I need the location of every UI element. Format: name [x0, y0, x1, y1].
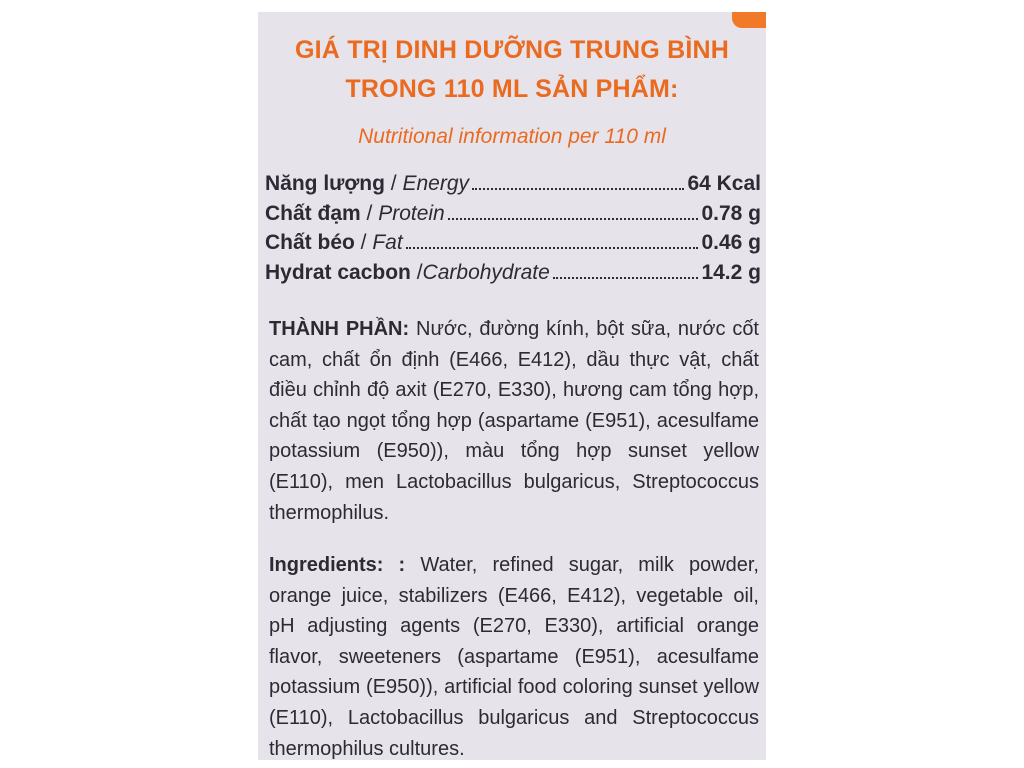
nutrition-label [258, 12, 766, 760]
ingredients-en-heading: Ingredients: : [269, 554, 421, 576]
nutrient-name-vn: Chất đạm [265, 201, 361, 225]
dot-leader [406, 246, 699, 249]
nutrient-name-vn: Chất béo [265, 231, 355, 254]
nutrition-row-fat [265, 231, 761, 261]
nutrient-value: 0.46 g [701, 231, 761, 254]
orange-corner-accent [732, 12, 766, 28]
ingredients-en-text: Water, refined sugar, milk powder, orange juice, stabilizers (E466, E412), vegetable oil, pH adjusting agents (E270, E330), artificial orange flavor, sweeteners (aspartame (E951), acesulfame potassium (E950)), artificial food coloring sunset yellow (E110), Lactobacillus bulgaricus and Streptococcus thermophilus cultures. [269, 554, 759, 760]
nutrient-name-vn: Hydrat cacbon [265, 260, 411, 284]
label-title-line1: GIÁ TRỊ DINH DƯỠNG TRUNG BÌNH [295, 36, 729, 64]
nutrient-name-en: Energy [402, 172, 470, 195]
dot-leader [448, 217, 699, 220]
nutrient-separator: / [384, 172, 403, 195]
nutrient-name-en: Fat [372, 231, 403, 254]
nutrient-separator: / [410, 260, 423, 284]
nutrient-separator: / [354, 231, 373, 254]
nutrient-name-vn: Năng lượng [265, 172, 385, 195]
nutrition-row-energy [265, 172, 761, 202]
ingredients-vn-heading: THÀNH PHẦN: [269, 318, 417, 340]
nutrient-value: 64 Kcal [687, 172, 761, 195]
nutrition-row-protein [265, 202, 761, 232]
ingredients-english [269, 550, 759, 760]
ingredients-vn-text: Nước, đường kính, bột sữa, nước cốt cam, chất ổn định (E466, E412), dầu thực vật, chất điều chỉnh độ axit (E270, E330), hương cam tổng hợp, chất tạo ngọt tổng hợp (aspartame (E951), acesulfame potassium (E950)), màu tổng hợp sunset yellow (E110), men Lactobacillus bulgaricus, Streptococcus thermophilus. [269, 318, 759, 524]
nutrition-row-carbohydrate [265, 261, 761, 291]
label-title-line2: TRONG 110 ML SẢN PHẨM: [345, 75, 679, 103]
nutrient-value: 0.78 g [701, 201, 761, 225]
nutrient-name-en: Protein [378, 201, 445, 225]
dot-leader [472, 187, 684, 190]
nutrient-separator: / [360, 201, 379, 225]
nutrient-value: 14.2 g [701, 260, 761, 284]
dot-leader [553, 276, 699, 279]
nutrient-name-en: Carbohydrate [422, 260, 550, 284]
label-subtitle: Nutritional information per 110 ml [358, 125, 666, 148]
ingredients-vietnamese [269, 314, 759, 528]
nutrition-table [265, 172, 761, 290]
